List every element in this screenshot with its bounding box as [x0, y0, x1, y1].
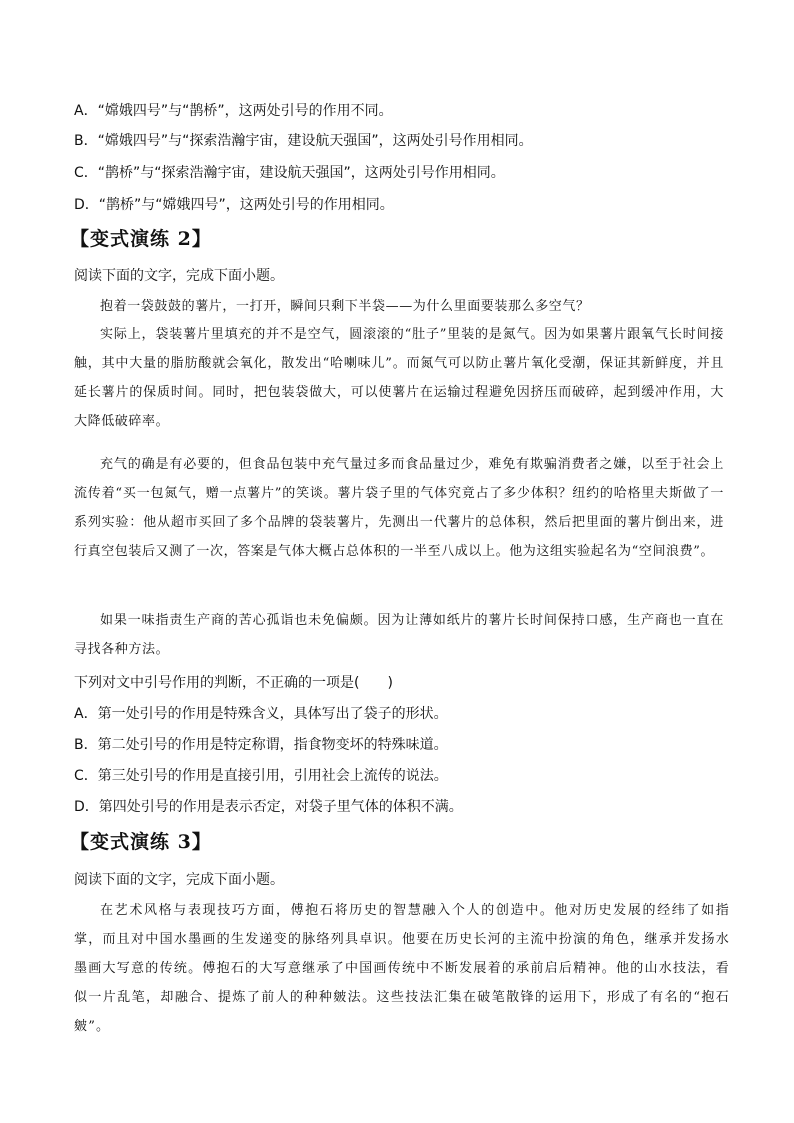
passage-2-paragraph-1: 抱着一袋鼓鼓的薯片，一打开，瞬间只剩下半袋——为什么里面要装那么多空气？	[100, 299, 590, 314]
option-b-top: B．“嫦娥四号”与“探索浩瀚宇宙，建设航天强国”，这两处引号作用相同。	[74, 133, 533, 149]
option-c: C．第三处引号的作用是直接引用，引用社会上流传的说法。	[74, 768, 448, 784]
section-3-heading: 【变式演练 3】	[70, 831, 212, 853]
option-a: A．第一处引号的作用是特殊含义，具体写出了袋子的形状。	[74, 706, 448, 722]
section-3-instruction: 阅读下面的文字，完成下面小题。	[74, 872, 284, 888]
passage-2-paragraph-4: 如果一味指责生产商的苦心孤诣也未免偏颇。因为让薄如纸片的薯片长时间保持口感，生产商也一直在寻找各种方法。	[74, 613, 724, 657]
passage-2-paragraph-3: 充气的确是有必要的，但食品包装中充气量过多而食品量过少，难免有欺骗消费者之嫌，以至于社会上流传着“买一包氮气，赠一点薯片”的笑谈。薯片袋子里的气体究竟占了多少体积？纽约的哈格里夫斯做了一系列实验：他从超市买回了多个品牌的袋装薯片，先测出一代薯片的总体积，然后把里面的薯片倒出来，进行真空包装后又测了一次，答案是气体大概占总体积的一半至八成以上。他为这组实验起名为“空间浪费”。	[74, 457, 724, 559]
option-a-top: A．“嫦娥四号”与“鹊桥”，这两处引号的作用不同。	[74, 103, 393, 119]
section-2-instruction: 阅读下面的文字，完成下面小题。	[74, 268, 284, 284]
section-2-question: 下列对文中引号作用的判断，不正确的一项是( )	[74, 675, 393, 691]
option-b: B．第二处引号的作用是特定称谓，指食物变坏的特殊味道。	[74, 737, 448, 753]
passage-3-paragraph-1: 在艺术风格与表现技巧方面，傅抱石将历史的智慧融入个人的创造中。他对历史发展的经纬了如指掌，而且对中国水墨画的生发递变的脉络列具卓识。他要在历史长河的主流中扮演的角色，继承并发扬水墨画大写意的传统。傅抱石的大写意继承了中国画传统中不断发展着的承前启后精神。他的山水技法，看似一片乱笔，却融合、提炼了前人的种种皴法。这些技法汇集在破笔散锋的运用下，形成了有名的“抱石皴”。	[74, 903, 730, 1034]
option-d: D．第四处引号的作用是表示否定，对袋子里气体的体积不满。	[74, 799, 463, 815]
option-d-top: D．“鹊桥”与“嫦娥四号”，这两处引号的作用相同。	[74, 197, 394, 213]
section-2-heading: 【变式演练 2】	[70, 228, 212, 250]
passage-2-paragraph-2: 实际上，袋装薯片里填充的并不是空气，圆滚滚的“肚子”里装的是氮气。因为如果薯片跟氧气长时间接触，其中大量的脂肪酸就会氧化，散发出“哈喇味儿”。而氮气可以防止薯片氧化受潮，保证其新鲜度，并且延长薯片的保质时间。同时，把包装袋做大，可以使薯片在运输过程避免因挤压而破碎，起到缓冲作用，大大降低破碎率。	[74, 327, 724, 429]
option-c-top: C．“鹊桥”与“探索浩瀚宇宙，建设航天强国”，这两处引号作用相同。	[74, 165, 505, 181]
